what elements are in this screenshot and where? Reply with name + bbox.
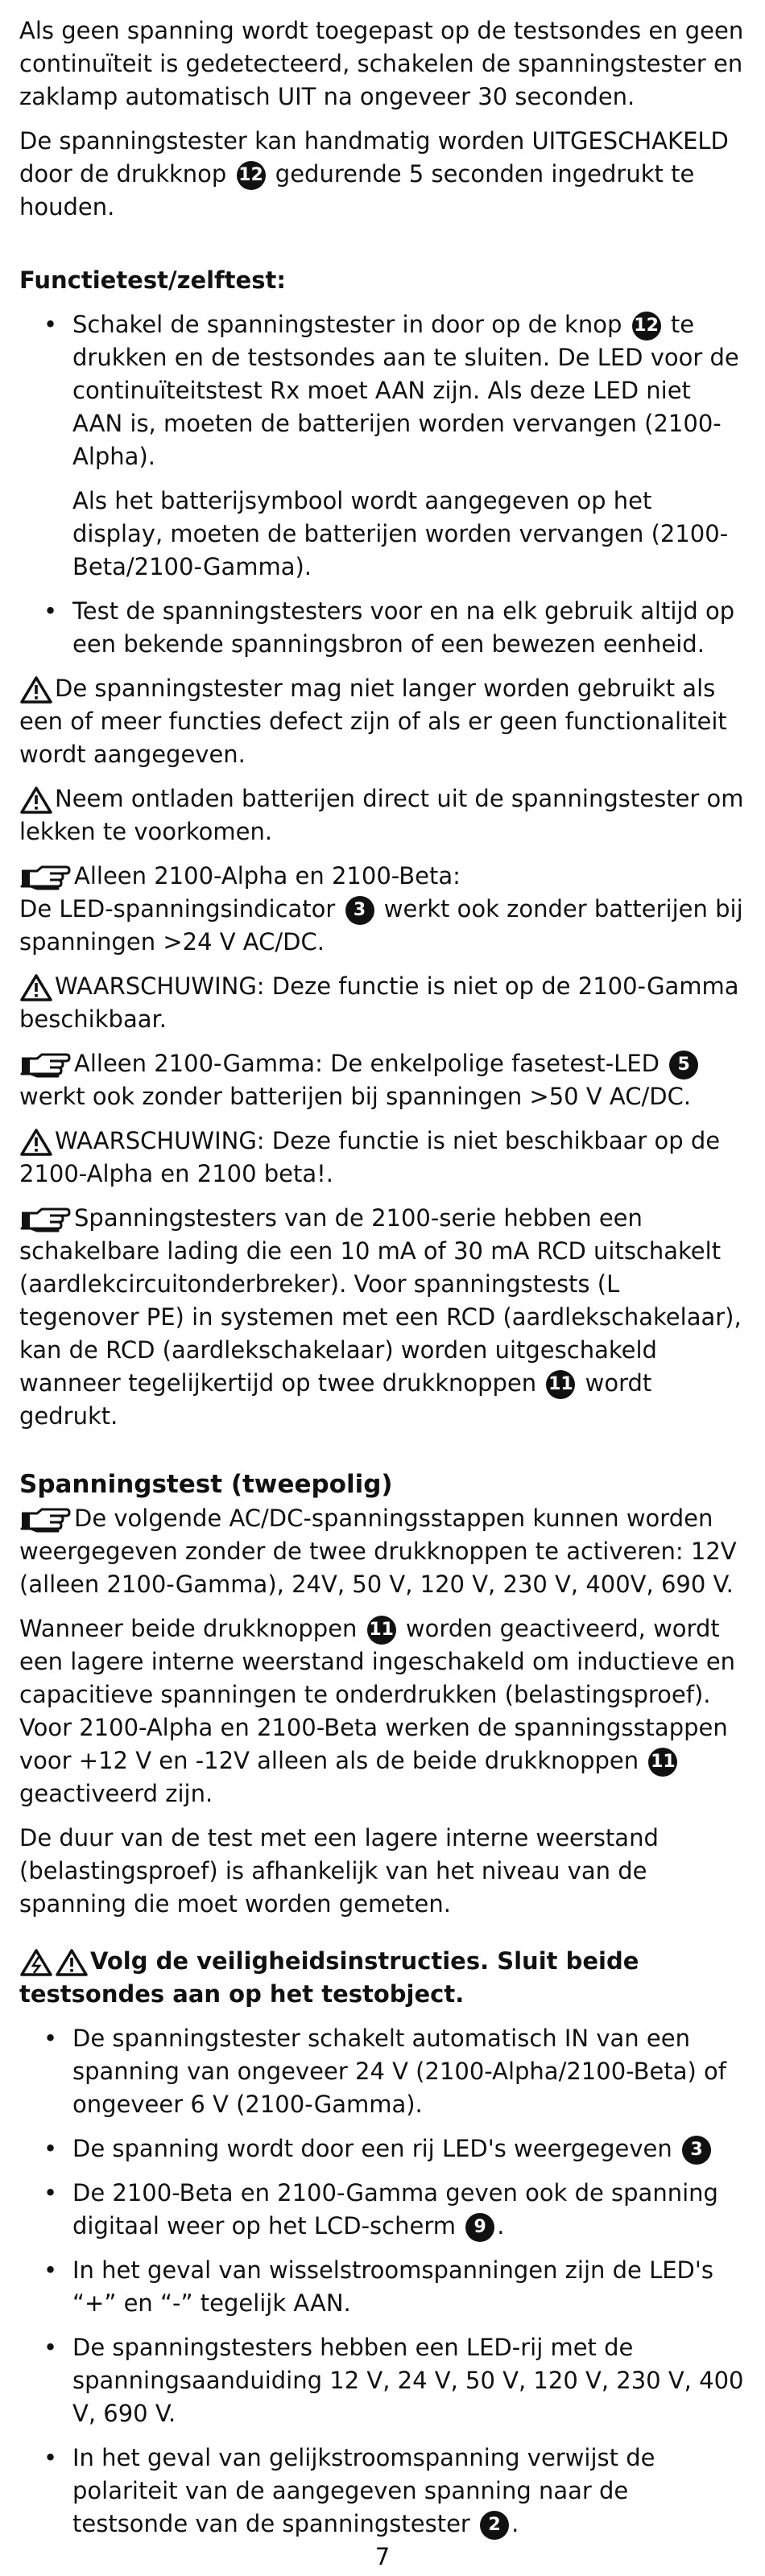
intro-paragraph-manual-off xyxy=(19,125,746,224)
callout-number: 12 xyxy=(632,312,661,341)
callout-number: 12 xyxy=(237,161,266,190)
note-paragraph xyxy=(19,1202,746,1433)
text: De spanningstester kan handmatig worden UITGESCHAKELD door de drukknop xyxy=(19,127,729,188)
note-paragraph xyxy=(19,860,746,959)
body-paragraph: De duur van de test met een lagere interne weerstand (belastingsproef) is afhankelijk van het niveau van de spanning die moet worden gemeten. xyxy=(19,1824,659,1918)
manual-page xyxy=(19,14,746,2570)
text: worden geactiveerd, wordt een lagere interne weerstand ingeschakeld om inductieve en capacitieve spanningen te onderdrukken (belastingsproef). Voor 2100-Alpha en 2100-Beta werken de spanningsstappen voor +12 V en -12V alleen als de beide drukknoppen xyxy=(19,1615,736,1774)
list-item-text xyxy=(72,2132,746,2165)
electric-hazard-icon xyxy=(19,1948,53,1977)
text: In het geval van gelijkstroomspanning verwijst de polariteit van de aangegeven spanning naar de testsonde van de spanningstester xyxy=(72,2444,655,2537)
spanningstest-list xyxy=(19,2022,746,2541)
list-item xyxy=(19,2022,746,2121)
pointing-hand-icon xyxy=(19,1051,71,1079)
list-item xyxy=(19,308,746,473)
list-item-text xyxy=(72,2177,746,2243)
section-heading-functietest: Functietest/zelftest: xyxy=(19,266,286,294)
list-item xyxy=(19,595,746,661)
warning-paragraph xyxy=(19,1125,746,1191)
text: werkt ook zonder batterijen bij spanningen >50 V AC/DC. xyxy=(19,1083,692,1110)
list-item-continuation xyxy=(19,485,746,584)
warning-triangle-icon xyxy=(19,786,53,815)
callout-number: 2 xyxy=(480,2511,509,2540)
text: wordt gedrukt. xyxy=(19,1369,652,1430)
text: De spanningstester mag niet langer worden gebruikt als een of meer functies defect zijn of als er geen functionaliteit wordt aangegeven. xyxy=(19,675,727,768)
list-item-text xyxy=(72,308,746,473)
intro-paragraph-auto-off: Als geen spanning wordt toegepast op de testsondes en geen continuïteit is gedetecteerd, schakelen de spanningstester en zaklamp automatisch UIT na ongeveer 30 seconden. xyxy=(19,17,744,110)
list-item-text: Als het batterijsymbool wordt aangegeven op het display, moeten de batterijen worden vervangen (2100-Beta/2100-Gamma). xyxy=(72,487,729,580)
text: Wanneer beide drukknoppen xyxy=(19,1615,358,1642)
text: De volgende AC/DC-spanningsstappen kunnen worden weergegeven zonder de twee drukknoppen te activeren: 12V (alleen 2100-Gamma), 24V, 50 V, 120 V, 230 V, 400V, 690 V. xyxy=(19,1505,737,1598)
list-item xyxy=(19,2132,746,2165)
text: . xyxy=(497,2212,505,2240)
text: Spanningstesters van de 2100-serie hebben een schakelbare lading die een 10 mA of 30 mA RCD uitschakelt (aardlekcircuitonderbreker). Voor spanningstests (L tegenover PE) in systemen met een RCD (aardlekschakelaar), kan de RCD (aardlekschakelaar) worden uitgeschakeld wanneer tegelijkertijd op twee drukknoppen xyxy=(19,1204,742,1397)
list-item xyxy=(19,2177,746,2243)
text: geactiveerd zijn. xyxy=(19,1780,213,1807)
pointing-hand-icon xyxy=(19,1506,71,1534)
text: . xyxy=(511,2510,519,2537)
callout-number: 11 xyxy=(546,1370,575,1399)
warning-triangle-icon xyxy=(19,675,53,704)
list-item xyxy=(19,2442,746,2541)
list-item xyxy=(19,2331,746,2430)
text: De 2100-Beta en 2100-Gamma geven ook de spanning digitaal weer op het LCD-scherm xyxy=(72,2179,718,2240)
text: De spanning wordt door een rij LED's weergegeven xyxy=(72,2135,672,2162)
list-item-text: • In het geval van wisselstroomspanningen zijn de LED's “+” en “-” tegelijk AAN. xyxy=(72,2256,713,2317)
text: WAARSCHUWING: Deze functie is niet op de 2100-Gamma beschikbaar. xyxy=(19,972,739,1033)
callout-number: 3 xyxy=(682,2136,711,2165)
warning-paragraph xyxy=(19,672,746,771)
callout-number: 9 xyxy=(465,2213,494,2242)
note-paragraph xyxy=(19,1502,746,1601)
body-paragraph xyxy=(19,1612,746,1810)
text: Alleen 2100-Alpha en 2100-Beta: xyxy=(74,862,461,890)
text: Neem ontladen batterijen direct uit de spanningstester om lekken te voorkomen. xyxy=(19,785,744,845)
callout-number: 11 xyxy=(367,1616,396,1645)
text: Volg de veiligheidsinstructies. Sluit beide testsondes aan op het testobject. xyxy=(19,1947,639,2008)
text: Schakel de spanningstester in door op de knop xyxy=(72,311,622,338)
warning-triangle-icon xyxy=(19,1128,53,1157)
warning-triangle-icon xyxy=(19,973,53,1002)
note-paragraph xyxy=(19,1047,746,1113)
warning-triangle-icon xyxy=(55,1948,89,1977)
text: gedurende 5 seconden ingedrukt te houden. xyxy=(19,160,695,221)
text: De LED-spanningsindicator xyxy=(19,895,336,923)
list-item-text: • Test de spanningstesters voor en na elk gebruik altijd op een bekende spanningsbron of een bewezen eenheid. xyxy=(72,597,735,658)
warning-paragraph xyxy=(19,970,746,1036)
pointing-hand-icon xyxy=(19,1206,71,1233)
list-item-text: • De spanningstesters hebben een LED-rij met de spanningsaanduiding 12 V, 24 V, 50 V, 120 V, 230 V, 400 V, 690 V. xyxy=(72,2334,744,2427)
callout-number: 11 xyxy=(648,1748,677,1777)
text: WAARSCHUWING: Deze functie is niet beschikbaar op de 2100-Alpha en 2100 beta!. xyxy=(19,1127,721,1187)
list-item-text: • De spanningstester schakelt automatisch IN van een spanning van ongeveer 24 V (2100-Alpha/2100-Beta) of ongeveer 6 V (2100-Gamma). xyxy=(72,2025,726,2118)
list-item-text xyxy=(72,2442,746,2541)
warning-paragraph xyxy=(19,782,746,848)
list-item xyxy=(19,2254,746,2320)
text: Alleen 2100-Gamma: De enkelpolige fasetest-LED xyxy=(74,1050,660,1077)
section-heading-spanningstest: Spanningstest (tweepolig) xyxy=(19,1470,393,1499)
callout-number: 3 xyxy=(345,896,374,925)
callout-number: 5 xyxy=(669,1051,698,1080)
text: werkt ook zonder batterijen bij spanningen >24 V AC/DC. xyxy=(19,895,743,956)
safety-instruction xyxy=(19,1945,746,2011)
pointing-hand-icon xyxy=(19,864,71,891)
page-number: 7 xyxy=(374,2543,391,2570)
functietest-list xyxy=(19,308,746,661)
text: te drukken en de testsondes aan te sluiten. De LED voor de continuïteitstest Rx moet AAN zijn. Als deze LED niet AAN is, moeten de batterijen worden vervangen (2100-Alpha). xyxy=(72,311,739,470)
